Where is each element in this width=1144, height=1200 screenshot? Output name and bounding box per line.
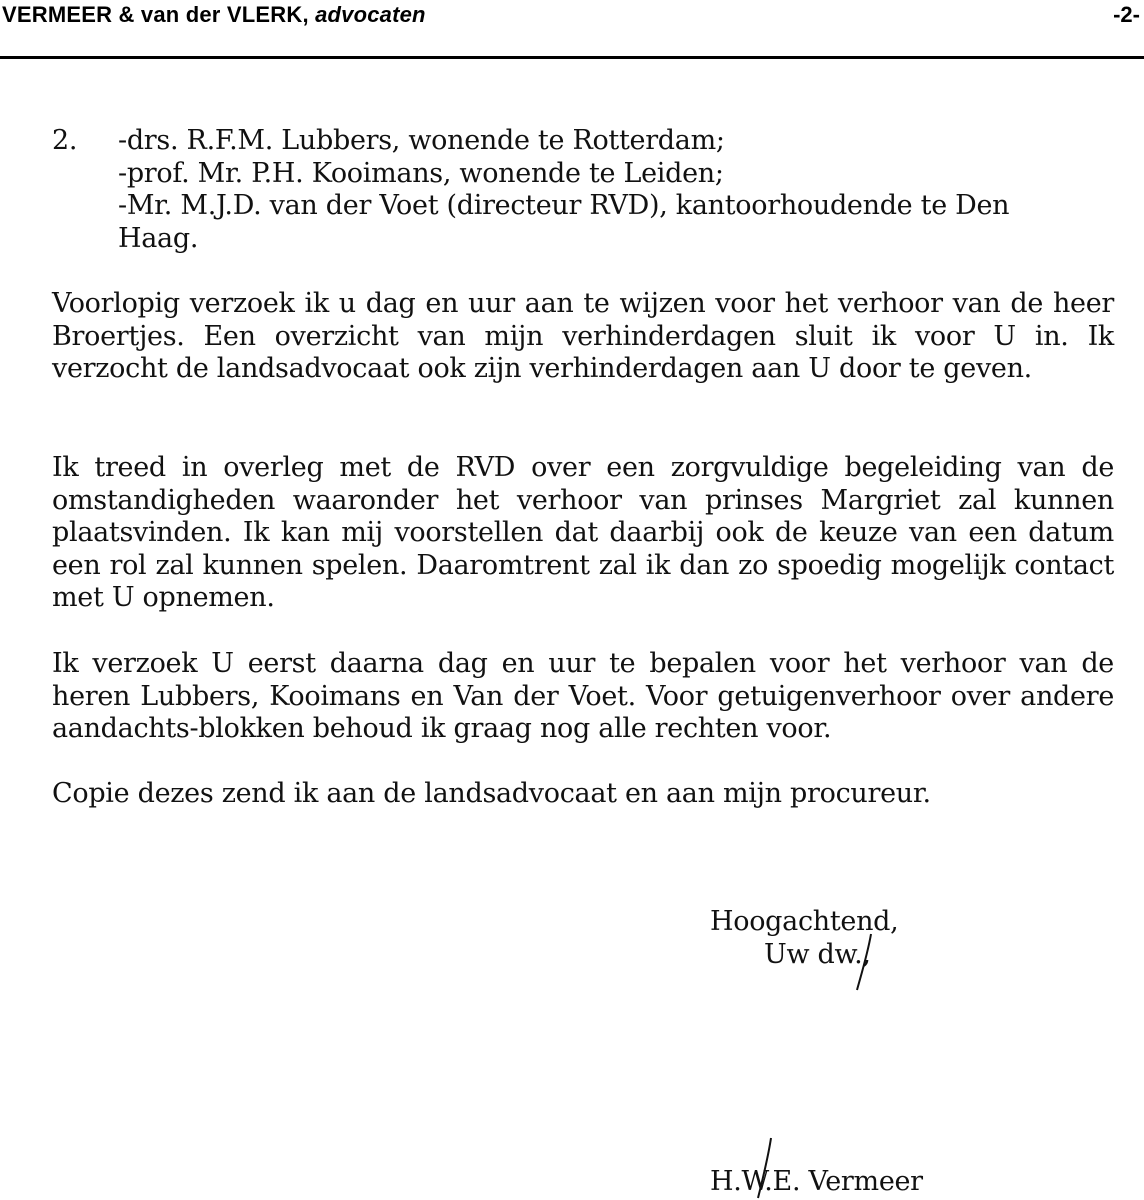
letterhead xyxy=(0,0,1144,34)
witness-lines xyxy=(118,125,1122,255)
firm-name xyxy=(2,2,426,28)
paragraph-scheduling-request: Ik verzoek U eerst daarna dag en uur te bepalen voor het verhoor van de heren Lubbers, Kooimans en Van der Voet. Voor getuigenverhoor over andere aandachts-blokken behoud ik graag nog alle rechten voor. xyxy=(52,648,1114,745)
firm-suffix: advocaten xyxy=(315,2,426,27)
witness-line-van-der-voet: -Mr. M.J.D. van der Voet (directeur RVD), kantoorhoudende te Den xyxy=(118,190,1010,222)
closing-sign-off: Uw dw., xyxy=(764,938,871,970)
witness-line-kooimans: -prof. Mr. P.H. Kooimans, wonende te Leiden; xyxy=(118,157,724,189)
witness-line-continuation: Haag. xyxy=(118,222,199,254)
paragraph-rvd-consultation: Ik treed in overleg met de RVD over een zorgvuldige begeleiding van de omstandigheden waaronder het verhoor van prinses Margriet zal kunnen plaatsvinden. Ik kan mij voorstellen dat daarbij ook de keuze van een datum een rol zal kunnen spelen. Daaromtrent zal ik dan zo spoedig mogelijk contact met U opnemen. xyxy=(52,452,1114,614)
list-item-number: 2. xyxy=(52,125,78,156)
firm-name-text: VERMEER & van der VLERK, xyxy=(2,2,309,27)
closing-greeting: Hoogachtend, xyxy=(710,906,899,937)
signature-stroke-mark xyxy=(854,932,874,992)
signatory-name: H.W.E. Vermeer xyxy=(710,1166,923,1197)
paragraph-hearing-request: Voorlopig verzoek ik u dag en uur aan te wijzen voor het verhoor van de heer Broertjes. Een overzicht van mijn verhinderdagen sluit ik voor U in. Ik verzocht de landsadvocaat ook zijn verhinderdagen aan U door te geven. xyxy=(52,288,1114,385)
page-number: -2- xyxy=(1113,2,1140,27)
header-divider xyxy=(0,56,1144,59)
witness-line-lubbers: -drs. R.F.M. Lubbers, wonende te Rotterdam; xyxy=(118,125,725,156)
paragraph-copy-notice: Copie dezes zend ik aan de landsadvocaat en aan mijn procureur. xyxy=(52,778,931,809)
